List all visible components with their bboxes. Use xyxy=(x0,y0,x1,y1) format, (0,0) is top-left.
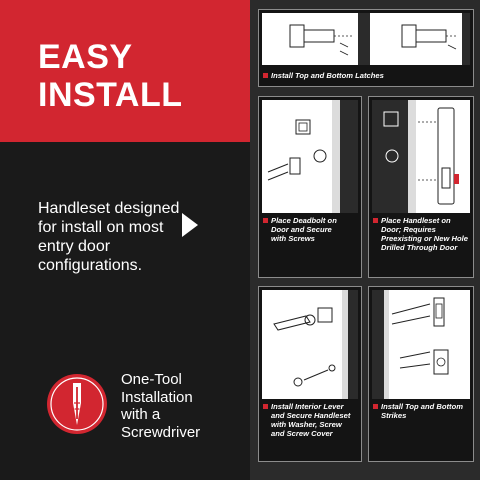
latches-illustration xyxy=(262,13,470,65)
strikes-illustration xyxy=(372,290,470,399)
strikes-caption: Install Top and Bottom Strikes xyxy=(381,402,463,420)
lever-drawing-icon xyxy=(262,290,358,399)
tool-caption xyxy=(121,371,241,441)
tool-line-3: with a xyxy=(121,406,161,423)
deadbolt-caption: Place Deadbolt on Door and Secure with Screws xyxy=(271,216,337,243)
handleset-drawing-icon xyxy=(372,100,470,213)
step-lever-panel xyxy=(258,286,362,462)
caption-bullet xyxy=(263,218,268,223)
caption-bullet xyxy=(373,404,378,409)
tool-line-1: One-Tool xyxy=(121,371,182,388)
deadbolt-illustration xyxy=(262,100,358,213)
screwdriver-logo-icon xyxy=(46,373,108,435)
lever-illustration xyxy=(262,290,358,399)
title-banner xyxy=(0,0,250,142)
tool-line-4: Screwdriver xyxy=(121,423,201,441)
caption-bullet xyxy=(263,404,268,409)
description-text: Handleset designed for install on most entry door configurations. xyxy=(38,200,180,274)
caption-bullet xyxy=(263,73,268,78)
latches-caption: Install Top and Bottom Latches xyxy=(271,71,384,80)
latch-top-label: TOP xyxy=(342,17,357,24)
strike-drawing-icon xyxy=(372,290,470,399)
step-latches-panel xyxy=(258,9,474,87)
arrow-right-icon xyxy=(182,213,198,237)
lever-caption: Install Interior Lever and Secure Handleset with Washer, Screw and Screw Cover xyxy=(271,402,351,438)
latch-bottom-label: BOTTOM xyxy=(432,17,463,24)
title-line-1: EASY xyxy=(38,38,133,76)
instruction-grid xyxy=(250,0,480,480)
tool-line-2: Installation xyxy=(121,388,193,406)
step-strikes-panel xyxy=(368,286,474,462)
step-deadbolt-panel xyxy=(258,96,362,278)
deadbolt-drawing-icon xyxy=(262,100,358,213)
title-line-2: INSTALL xyxy=(38,76,183,114)
handleset-illustration xyxy=(372,100,470,213)
handleset-caption: Place Handleset on Door; Requires Preexisting or New Hole Drilled Through Door xyxy=(381,216,468,252)
caption-bullet xyxy=(373,218,378,223)
step-handleset-panel xyxy=(368,96,474,278)
